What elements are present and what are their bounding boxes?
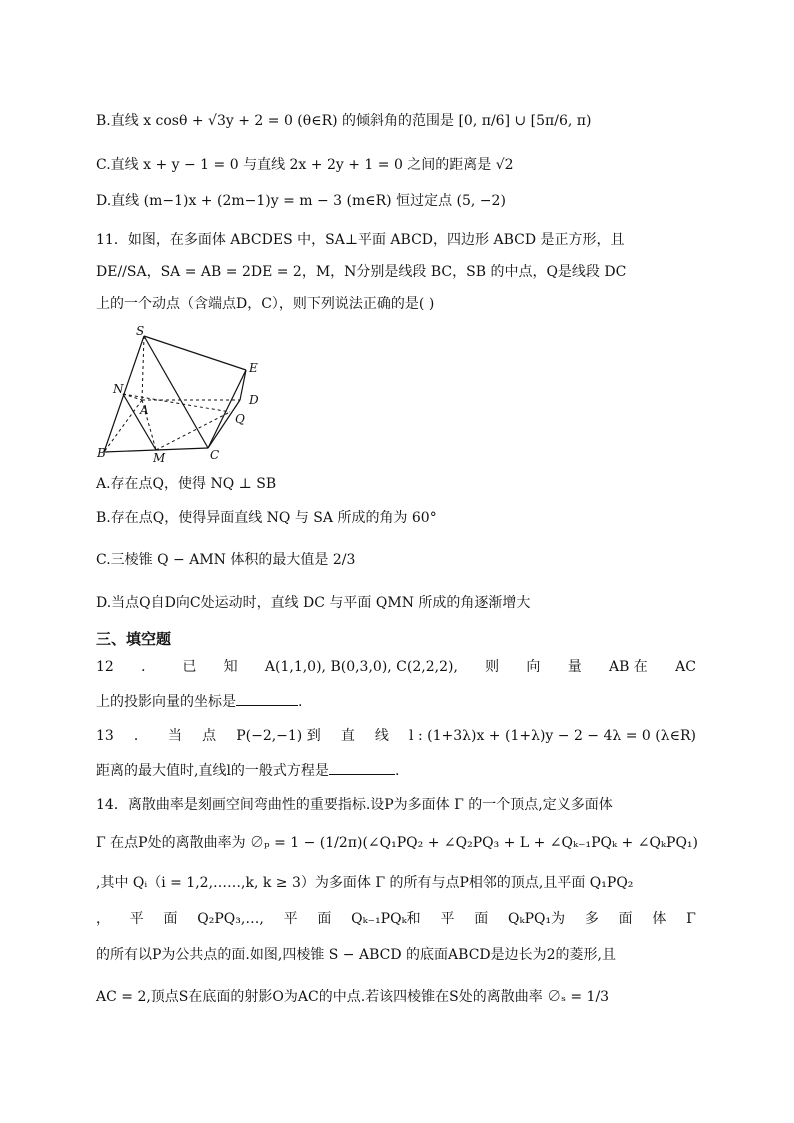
q11-option-a: A.存在点Q，使得 NQ ⊥ SB [96, 476, 277, 492]
q14-part: 面 [317, 911, 332, 927]
edge-ED [240, 370, 246, 400]
q10-option-b: B.直线 x cosθ + √3y + 2 = 0 (θ∈R) 的倾斜角的范围是 [0, π/6] ∪ [5π/6, π) [96, 113, 592, 129]
q14-line2: Γ 在点P处的离散曲率为 ∅ₚ = 1 − (1/2π)(∠Q₁PQ₂ + ∠Q₂PQ₃ + L + ∠Qₖ₋₁PQₖ + ∠QₖPQ₁) [96, 835, 699, 851]
q14-part: 多 [584, 911, 599, 927]
q14-part: 平 [129, 911, 144, 927]
q11-option-b: B.存在点Q，使得异面直线 NQ 与 SA 所成的角为 60° [96, 510, 437, 526]
label-B: B [97, 446, 106, 460]
q10-option-c: C.直线 x + y − 1 = 0 与直线 2x + 2y + 1 = 0 之间的距离是 √2 [96, 157, 514, 173]
q12-line1 [96, 656, 696, 678]
q13-part: 13 [96, 728, 114, 744]
q14-part: 平 [283, 911, 298, 927]
q14-part: 体 [652, 911, 667, 927]
q12-part: A(1,1,0), B(0,3,0), C(2,2,2), [264, 659, 458, 675]
edge-SA [142, 336, 144, 400]
q12-prompt: 上的投影向量的坐标是 [96, 694, 236, 710]
q12-part: 已 [182, 659, 197, 675]
q12-part: 向 [526, 659, 541, 675]
q13-part: ． [133, 728, 148, 744]
q13-part: l : (1+3λ)x + (1+λ)y − 2 − 4λ = 0 (λ∈R) [409, 728, 696, 744]
q12-part: 12 [96, 659, 114, 675]
q14-part: 面 [163, 911, 178, 927]
q12-part: ． [141, 659, 156, 675]
label-N: N [113, 382, 124, 396]
q14-part: 平 [440, 911, 455, 927]
label-Q: Q [235, 412, 245, 426]
q13-answer-blank[interactable] [329, 760, 395, 775]
q11-option-d: D.当点Q自D向C处运动时，直线 DC 与平面 QMN 所成的角逐渐增大 [96, 595, 531, 611]
q12-part: 知 [223, 659, 238, 675]
label-D: D [249, 393, 259, 407]
q12-period: . [298, 694, 303, 710]
q14-line5: 的所有以P为公共点的面.如图,四棱锥 S − ABCD 的底面ABCD是边长为2的菱形,且 [96, 947, 616, 963]
polyhedron-figure [96, 326, 276, 466]
edge-AB [104, 400, 142, 452]
q12-part: AB 在 [608, 659, 648, 675]
q14-part: Qₖ₋₁PQₖ和 [351, 911, 421, 927]
label-M: M [153, 451, 166, 465]
q11-stem-line3: 上的一个动点（含端点D，C），则下列说法正确的是( ) [96, 296, 435, 312]
q11-stem-line1: 11．如图，在多面体 ABCDES 中，SA⊥平面 ABCD，四边形 ABCD 是正方形，且 [96, 232, 625, 248]
q12-part: 量 [567, 659, 582, 675]
q12-part: 则 [485, 659, 500, 675]
q12-line2 [96, 691, 302, 713]
q12-part: AC [675, 659, 696, 675]
q14-line4 [96, 908, 696, 930]
q14-part: ， [96, 911, 110, 927]
q11-option-c: C.三棱锥 Q − AMN 体积的最大值是 2/3 [96, 552, 356, 568]
q13-part: 当 [168, 728, 183, 744]
q13-part: 线 [374, 728, 389, 744]
q13-part: 点 [202, 728, 217, 744]
edge-SE [144, 336, 246, 370]
q11-stem-line2: DE//SA，SA = AB = 2DE = 2，M，N分别是线段 BC，SB 的中点，Q是线段 DC [96, 264, 627, 280]
q13-part: 直 [340, 728, 355, 744]
q14-part: Q₂PQ₃,…, [197, 911, 264, 927]
q13-line2 [96, 760, 399, 782]
label-E: E [249, 361, 258, 375]
q14-part: Γ [686, 911, 696, 927]
q14-part: 面 [474, 911, 489, 927]
q10-option-d: D.直线 (m−1)x + (2m−1)y = m − 3 (m∈R) 恒过定点 (5, −2) [96, 193, 506, 209]
q13-line1 [96, 725, 696, 747]
section-heading-fill-in: 三、填空题 [96, 630, 172, 648]
q13-part: P(−2,−1) 到 [236, 728, 321, 744]
q12-answer-blank[interactable] [236, 691, 298, 706]
label-A: A [140, 403, 149, 417]
q13-prompt: 距离的最大值时,直线l的一般式方程是 [96, 763, 329, 779]
q14-line6: AC = 2,顶点S在底面的射影O为AC的中点.若该四棱锥在S处的离散曲率 ∅ₛ = 1/3 [96, 989, 610, 1005]
q14-part: 面 [618, 911, 633, 927]
label-C: C [210, 448, 220, 462]
q14-line1: 14．离散曲率是刻画空间弯曲性的重要指标.设P为多面体 Γ 的一个顶点,定义多面体 [96, 797, 613, 813]
label-S: S [136, 326, 145, 338]
q14-line3: ,其中 Qᵢ（i = 1,2,……,k, k ≥ 3）为多面体 Γ 的所有与点P相邻的顶点,且平面 Q₁PQ₂ [96, 875, 634, 891]
q14-part: QₖPQ₁为 [507, 911, 566, 927]
edge-SC [144, 336, 208, 448]
q13-period: . [394, 763, 400, 779]
